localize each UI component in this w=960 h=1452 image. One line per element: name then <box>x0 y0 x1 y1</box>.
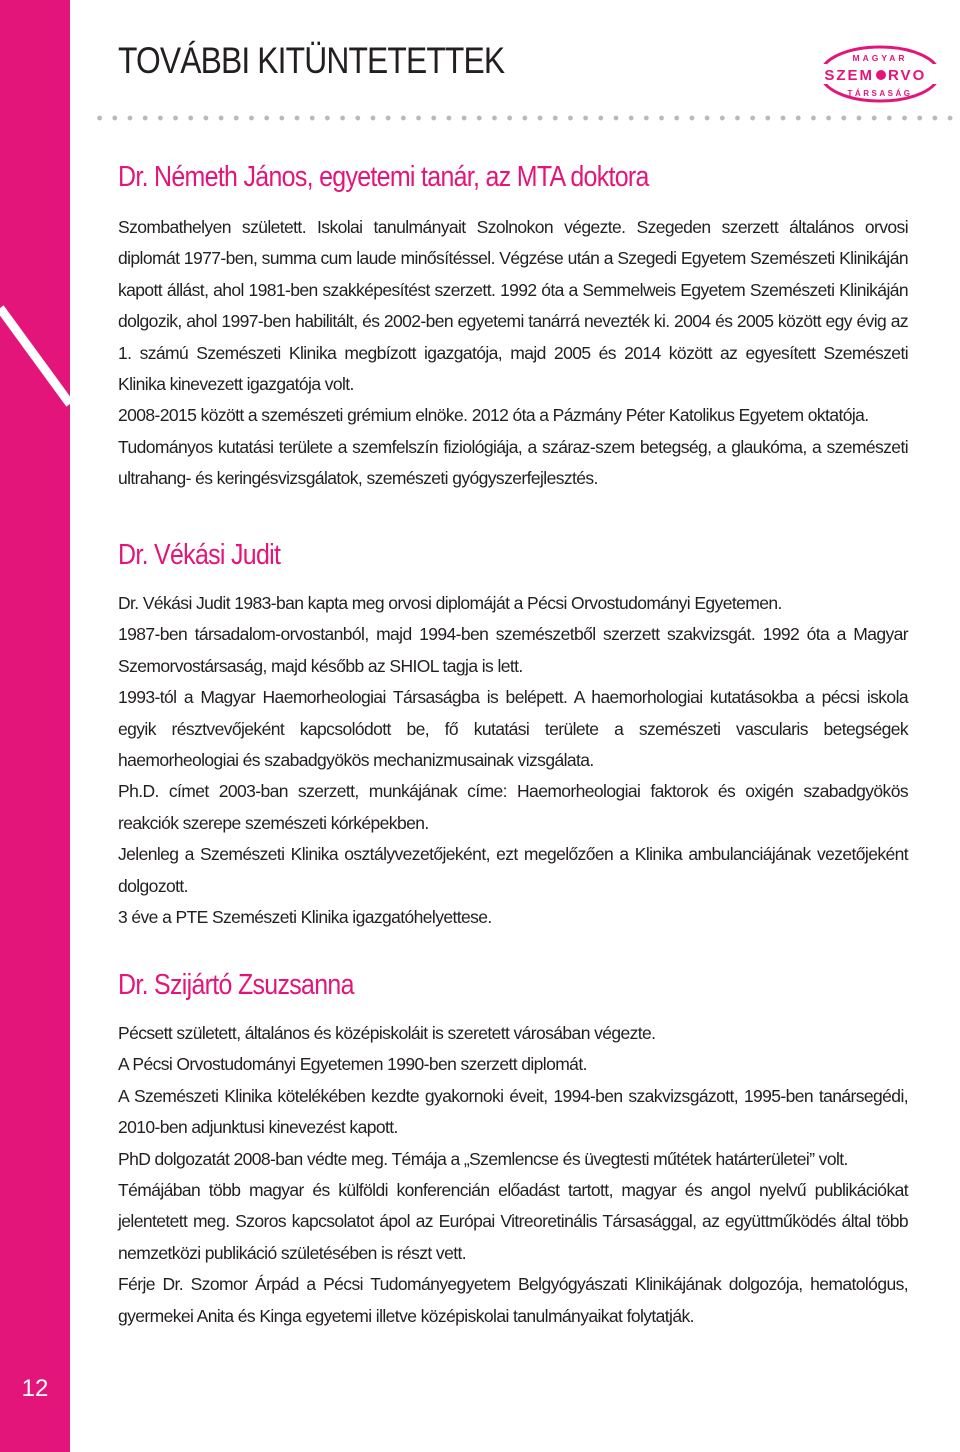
section-paragraph: Dr. Vékási Judit 1983-ban kapta meg orvosi diplomáját a Pécsi Orvostudományi Egyetemen. <box>118 593 782 613</box>
section-paragraph: Pécsett született, általános és középiskoláit is szeretett városában végezte. <box>118 1023 656 1043</box>
magyar-szemorvos-tarsasag-logo <box>818 44 942 104</box>
logo-bottom-text: TÁRSASÁG <box>847 89 913 98</box>
section-vekasi-judit <box>118 538 908 933</box>
logo-top-text: MAGYAR <box>852 53 908 63</box>
logo-main-right: RVO <box>888 67 927 84</box>
logo-eye-dot <box>876 70 886 80</box>
section-nemeth-janos <box>118 160 908 495</box>
page-title: TOVÁBBI KITÜNTETETTEK <box>118 40 505 81</box>
section-paragraph: PhD dolgozatát 2008-ban védte meg. Témája a „Szemlencse és üvegtesti műtétek határterületei” volt. <box>118 1148 848 1169</box>
section-paragraph: 1993-tól a Magyar Haemorheologiai Társaságba is belépett. A haemorhologiai kutatásokba a pécsi iskola egyik résztvevőjeként kapcsolódott be, fő kutatási területe a szemészeti vascularis betegségek haemorheologiai és szabadgyökös mechanizmusainak vizsgálata. <box>118 687 908 771</box>
section-paragraph: 3 éve a PTE Szemészeti Klinika igazgatóhelyettese. <box>118 907 492 928</box>
logo-main-left: SZEM <box>824 67 874 84</box>
page-number: 12 <box>21 1375 49 1402</box>
section-paragraph: A Szemészeti Klinika kötelékében kezdte gyakornoki éveit, 1994-ben szakvizsgázott, 1995-ben tanársegédi, 2010-ben adjunktusi kinevezést kapott. <box>118 1085 908 1138</box>
section-paragraph: Szombathelyen született. Iskolai tanulmányait Szolnokon végezte. Szegeden szerzett általános orvosi diplomát 1977-ben, summa cum laude minősítéssel. Végzése után a Szegedi Egyetem Szemészeti Klinikáján kapott állást, ahol 1981-ben szakképesítést szerzett. 1992 óta a Semmelweis Egyetem Szemészeti Klinikáján dolgozik, ahol 1997-ben habilitált, és 2002-ben egyetemi tanárrá nevezték ki. 2004 és 2005 között egy évig az 1. számú Szemészeti Klinika megbízott igazgatója, majd 2005 és 2014 között az egyesített Szemészeti Klinika kinevezett igazgatója volt. <box>118 217 908 395</box>
section-paragraph: Jelenleg a Szemészeti Klinika osztályvezetőjeként, ezt megelőzően a Klinika ambulanciájának vezetőjeként dolgozott. <box>118 844 908 896</box>
section-szijarto-zsuzsanna <box>118 968 908 1332</box>
dotted-divider <box>92 115 960 121</box>
section-paragraph: A Pécsi Orvostudományi Egyetemen 1990-ben szerzett diplomát. <box>118 1054 587 1075</box>
side-band-stripe <box>0 0 70 1452</box>
section-title: Dr. Szijártó Zsuzsanna <box>118 969 354 1001</box>
section-paragraph: Férje Dr. Szomor Árpád a Pécsi Tudományegyetem Belgyógyászati Klinikájának dolgozója, hematológus, gyermekei Anita és Kinga egyetemi illetve középiskolai tanulmányaikat folytatják. <box>118 1274 908 1326</box>
side-band <box>0 0 70 1452</box>
section-paragraph: 2008-2015 között a szemészeti grémium elnöke. 2012 óta a Pázmány Péter Katolikus Egyetem oktatója. <box>118 405 869 426</box>
section-paragraph: Témájában több magyar és külföldi konferencián előadást tartott, magyar és angol nyelvű publikációkat jelentetett meg. Szoros kapcsolatot ápol az Európai Vitreoretinális Társasággal, az együttműködés által több nemzetközi publikáció születésében is részt vett. <box>118 1180 908 1263</box>
section-paragraph: Ph.D. címet 2003-ban szerzett, munkájának címe: Haemorheologiai faktorok és oxigén szabadgyökös reakciók szerepe szemészeti kórképekben. <box>118 781 908 833</box>
section-title: Dr. Németh János, egyetemi tanár, az MTA doktora <box>118 161 649 193</box>
section-title: Dr. Vékási Judit <box>118 539 281 571</box>
section-paragraph: Tudományos kutatási területe a szemfelszín fiziológiája, a száraz-szem betegség, a glaukóma, a szemészeti ultrahang- és keringésvizsgálatok, szemészeti gyógyszerfejlesztés. <box>118 436 908 489</box>
section-paragraph: 1987-ben társadalom-orvostanból, majd 1994-ben szemészetből szerzett szakvizsgát. 1992 óta a Magyar Szemorvostársaság, majd később az SHIOL tagja is lett. <box>118 624 908 676</box>
